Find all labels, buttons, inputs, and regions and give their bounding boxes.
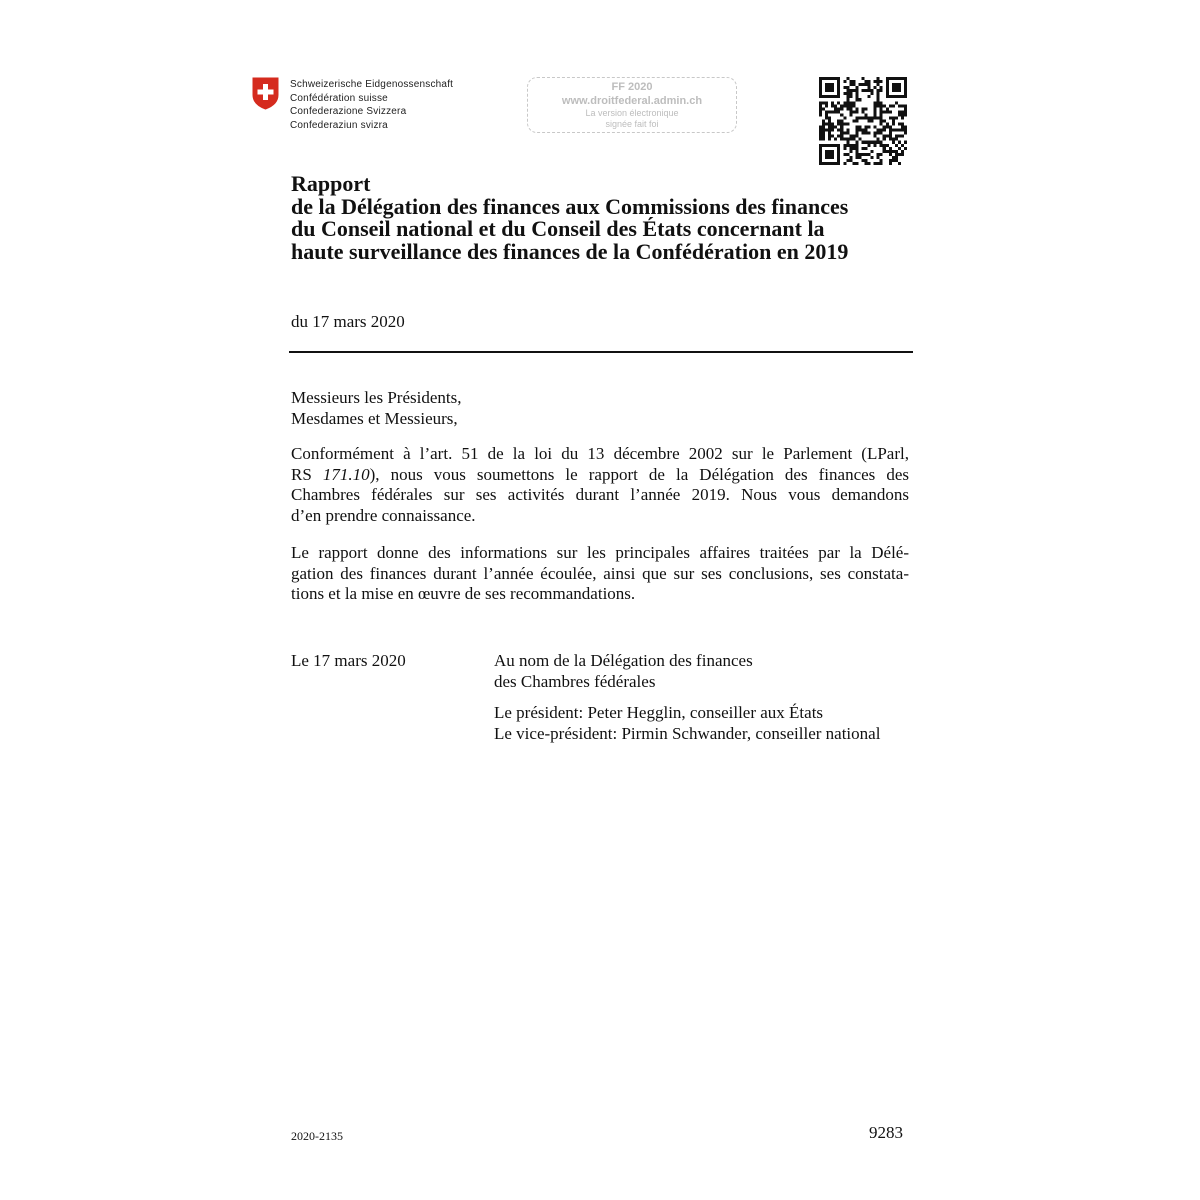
president: Le président: Peter Hegglin, conseiller aux États [494,703,824,722]
para1-line-4: d’en prendre connaissance. [291,505,476,525]
document-reference: 2020-2135 [291,1129,343,1143]
title-line: Rapport [291,171,371,196]
swiss-emblem-icon [252,77,279,110]
rs-reference: 171.10 [322,464,370,484]
title-line: de la Délégation des finances aux Commissions des finances [291,193,849,219]
signature-date: Le 17 mars 2020 [291,651,406,670]
para1-line-3: Chambres fédérales sur ses activités durant l’année 2019. Nous vous demandons [291,485,909,504]
signatories [494,703,880,744]
salutation [291,388,461,429]
confed-name-rm: Confederaziun svizra [290,119,388,131]
para2-line: gation des finances durant l’année écoulée, ainsi que sur ses conclusions, ses constata- [291,563,909,583]
vice-president: Le vice-président: Pirmin Schwander, conseiller national [494,723,881,743]
document-date: du 17 mars 2020 [291,312,405,331]
stamp-ff: FF 2020 [611,81,653,93]
on-behalf-line: Au nom de la Délégation des finances [494,651,753,670]
stamp-url: www.droitfederal.admin.ch [561,95,703,107]
confederation-names [290,78,453,132]
document-title [291,173,931,263]
stamp-note-2: signée fait foi [605,119,659,129]
confed-name-fr: Confédération suisse [290,92,388,104]
title-line: haute surveillance des finances de la Confédération en 2019 [291,238,849,264]
title-line: du Conseil national et du Conseil des États concernant la [291,216,825,241]
signature-on-behalf [494,651,753,692]
qr-code-icon [819,77,907,165]
para1-line-2: RS 171.10), nous vous soumettons le rapport de la Délégation des finances des [291,464,909,484]
para1-line-1: Conformément à l’art. 51 de la loi du 13 décembre 2002 sur le Parlement (LParl, [291,444,909,463]
on-behalf-line: des Chambres fédérales [494,671,656,691]
page-number: 9283 [869,1123,903,1142]
electronic-version-stamp [527,77,737,133]
confed-name-de: Schweizerische Eidgenossenschaft [290,79,454,90]
para2-line: Le rapport donne des informations sur les principales affaires traitées par la Délé- [291,543,909,562]
para2-line: tions et la mise en œuvre de ses recommandations. [291,584,636,603]
confed-name-it: Confederazione Svizzera [290,106,407,118]
stamp-note-1: La version électronique [585,108,679,118]
divider [289,351,913,353]
paragraph-2 [291,543,909,605]
salutation-line: Mesdames et Messieurs, [291,408,458,428]
salutation-line: Messieurs les Présidents, [291,388,462,407]
paragraph-1 [291,444,909,526]
